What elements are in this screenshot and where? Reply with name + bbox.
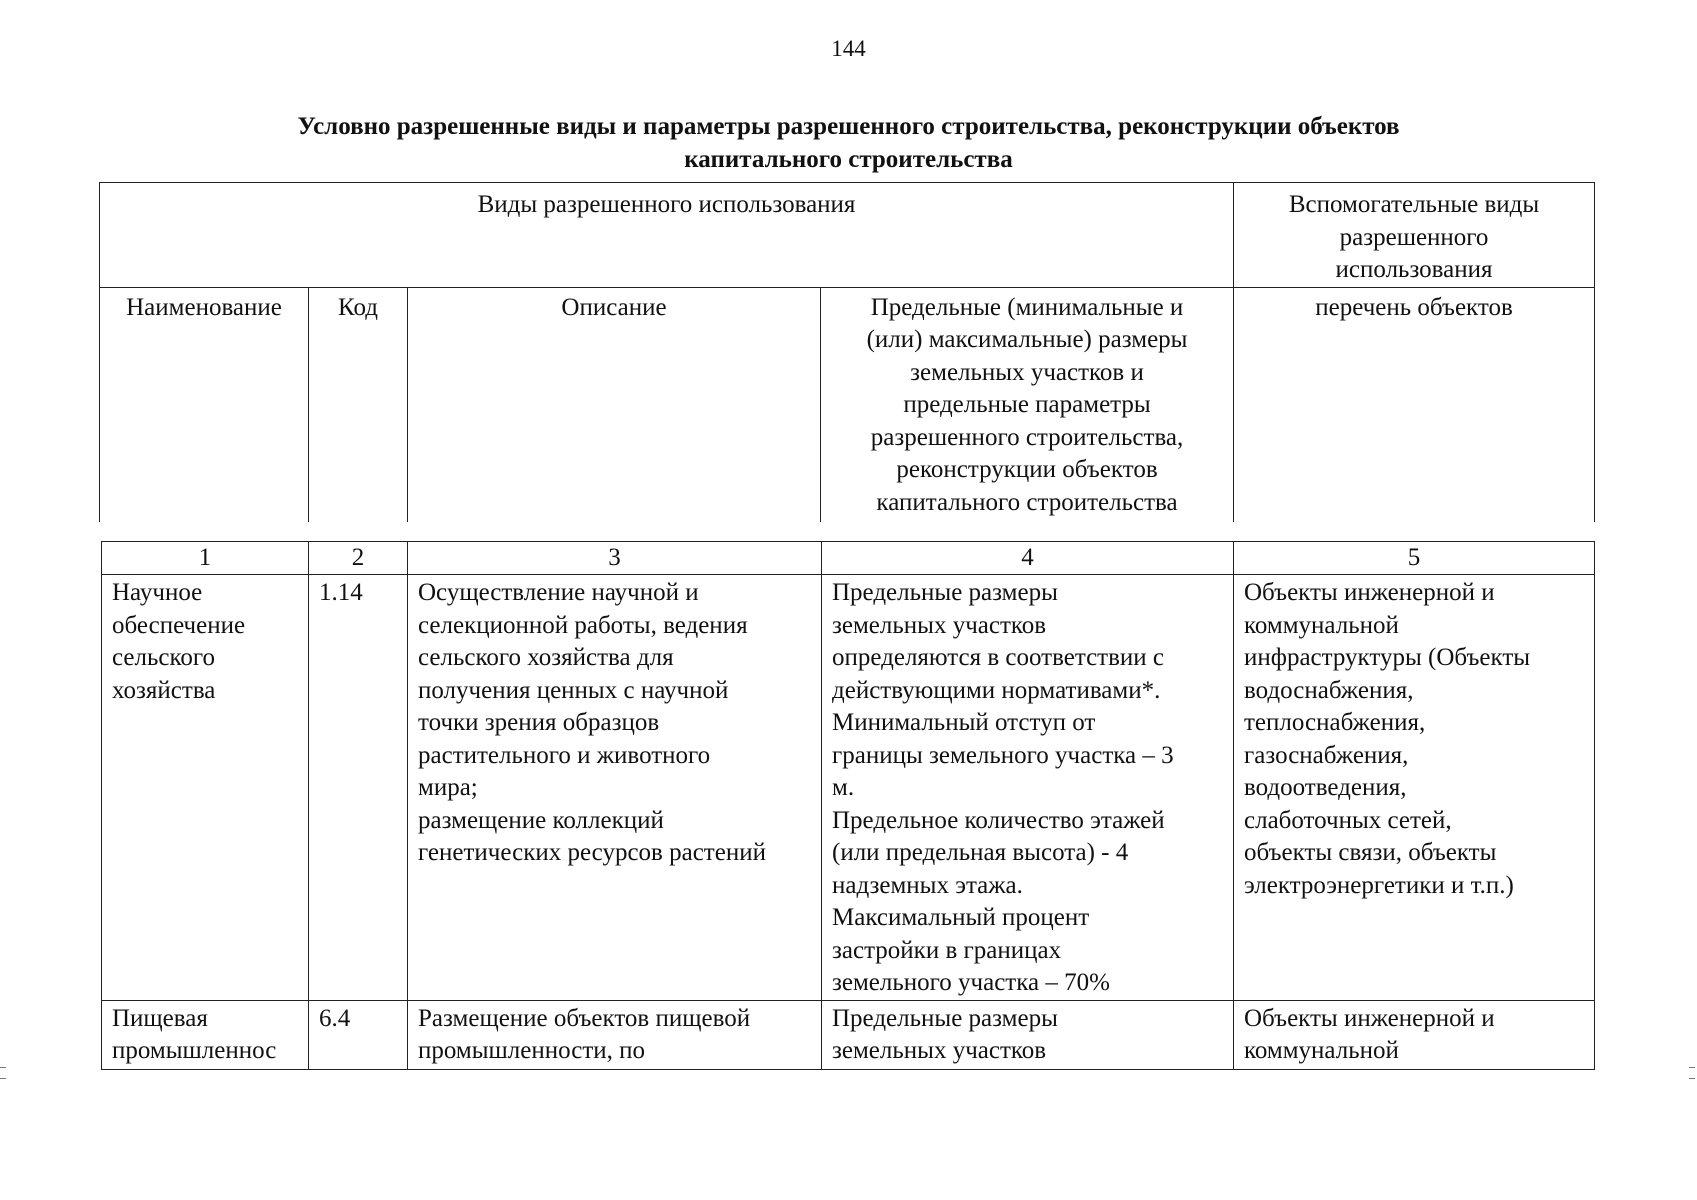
cell-code-text: 6.4 [319, 1004, 351, 1032]
cell-code [309, 1000, 408, 1069]
header-table [99, 182, 1595, 522]
cell-description [408, 575, 822, 1001]
scan-artifact [0, 1078, 6, 1079]
header-main-group [100, 183, 1234, 288]
scan-artifact [1689, 1078, 1695, 1079]
header-aux-group [1234, 183, 1595, 288]
header-col-aux-list [1234, 287, 1595, 522]
header-group-row [100, 183, 1595, 288]
cell-limits-text: Предельные размеры земельных участков [832, 1004, 1058, 1064]
header-col-code [309, 287, 408, 522]
column-number: 4 [822, 542, 1234, 575]
column-number: 3 [408, 542, 822, 575]
cell-description-text: Размещение объектов пищевой промышленности, по [418, 1004, 751, 1064]
table-row [102, 1000, 1595, 1069]
cell-description-text: Осуществление научной и селекционной работы, ведения сельского хозяйства для получения ценных с научной точки зрения образцов растительного и животного мира; размещение коллекций генетических ресурсов растений [418, 579, 766, 866]
header-col-limits-label: Предельные (минимальные и (или) максимальные) размеры земельных участков и предельные параметры разрешенного строительства, реконструкции объектов капитального строительства [866, 293, 1188, 516]
data-table [101, 541, 1595, 1070]
cell-name [102, 1000, 309, 1069]
document-title: Условно разрешенные виды и параметры разрешенного строительства, реконструкции объектов капитального строительства [297, 113, 1400, 173]
column-number: 1 [102, 542, 309, 575]
cell-code-text: 1.14 [319, 579, 363, 606]
column-number: 2 [309, 542, 408, 575]
cell-aux [1234, 1000, 1595, 1069]
cell-name [102, 575, 309, 1001]
cell-description [408, 1000, 822, 1069]
cell-name-text: Пищевая промышленнос [112, 1004, 277, 1064]
cell-name-text: Научное обеспечение сельского хозяйства [112, 579, 246, 704]
scan-artifact [0, 1067, 6, 1068]
header-col-aux-list-label: перечень объектов [1315, 293, 1513, 321]
cell-aux [1234, 575, 1595, 1001]
header-columns-row [100, 287, 1595, 522]
header-aux-group-label: Вспомогательные виды разрешенного использования [1288, 191, 1540, 283]
header-main-group-label: Виды разрешенного использования [477, 191, 856, 218]
header-col-description-label: Описание [561, 293, 667, 321]
column-number: 5 [1234, 542, 1595, 575]
page-number: 144 [831, 36, 866, 61]
header-col-name-label: Наименование [126, 293, 282, 321]
header-col-limits [821, 287, 1234, 522]
header-col-code-label: Код [338, 293, 378, 321]
scan-artifact [1689, 1067, 1695, 1068]
cell-code [309, 575, 408, 1001]
cell-limits-text: Предельные размеры земельных участков определяются в соответствии с действующими нормативами*. Минимальный отступ от границы земельного участка – 3 м. Предельное количество этажей (или предельная высота) - 4 надземных этажа. Максимальный процент застройки в границах земельного участка – 70% [832, 579, 1174, 996]
cell-aux-text: Объекты инженерной и коммунальной [1244, 1004, 1495, 1064]
cell-limits [822, 1000, 1234, 1069]
header-col-description [408, 287, 821, 522]
cell-limits [822, 575, 1234, 1001]
column-number-row [102, 542, 1595, 575]
header-col-name [100, 287, 309, 522]
cell-aux-text: Объекты инженерной и коммунальной инфраструктуры (Объекты водоснабжения, теплоснабжения, газоснабжения, водоотведения, слаботочных сетей, объекты связи, объекты электроэнергетики и т.п.) [1244, 579, 1531, 899]
table-row [102, 575, 1595, 1001]
